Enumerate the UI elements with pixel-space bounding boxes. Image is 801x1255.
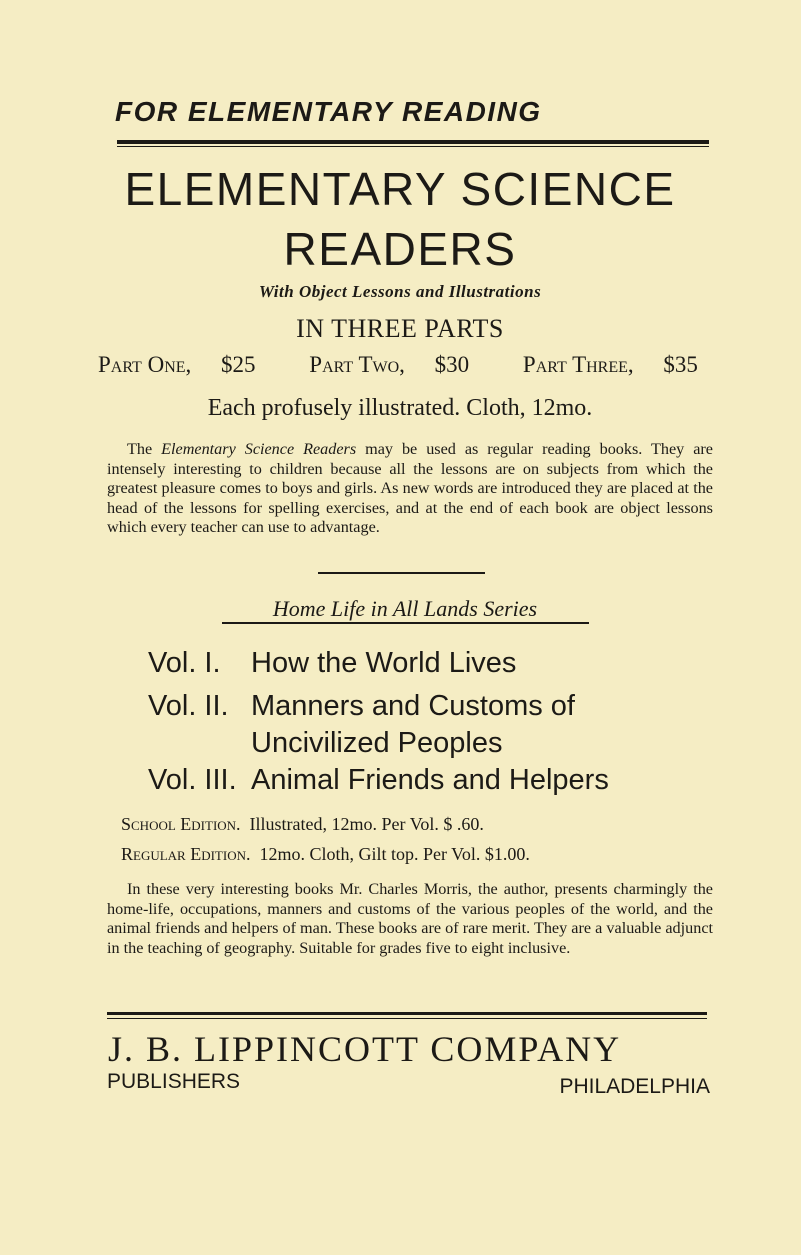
book-description: The Elementary Science Readers may be used as regular reading books. They are intensely interesting to children because all the lessons are on subjects from which the greatest pleasure comes to boys and girls. As new words are introduced they are placed at the head of the lessons for spelling exercises, and at the end of each book are object lessons which every teacher can use to advantage. — [107, 440, 713, 536]
volume-entry: Vol. I. How the World Lives — [148, 647, 517, 679]
binding-note: Each profusely illustrated. Cloth, 12mo. — [207, 395, 593, 421]
series-description: In these very interesting books Mr. Charles Morris, the author, presents charmingly the home-life, occupations, manners and customs of the various peoples of the world, and the animal friends and helpers of man. These books are of rare merit. They are a valuable adjunct in the teaching of geography. Suitable for grades five to eight inclusive. — [107, 880, 713, 957]
publisher-name: J. B. LIPPINCOTT COMPANY — [108, 1029, 622, 1069]
series-rule-top — [318, 572, 485, 574]
part-prices — [98, 352, 718, 378]
volume-entry-continued: Uncivilized Peoples — [251, 727, 503, 759]
edition-regular: Regular Edition. 12mo. Cloth, Gilt top. Per Vol. $1.00. — [121, 844, 530, 864]
footer-rule-thin — [107, 1018, 707, 1019]
head-rule-thick — [117, 140, 709, 144]
volume-entry: Vol. III. Animal Friends and Helpers — [148, 764, 609, 796]
series-underline — [222, 622, 589, 624]
part-price: Part One, $25 — [98, 352, 256, 377]
volume-entry: Vol. II. Manners and Customs of — [148, 690, 575, 722]
part-price: Part Two, $30 — [309, 352, 470, 377]
book-subtitle: With Object Lessons and Illustrations — [258, 282, 542, 301]
parts-heading: IN THREE PARTS — [296, 314, 504, 343]
head-rule-thin — [117, 146, 709, 147]
part-price: Part Three, $35 — [522, 352, 698, 377]
book-title-line-2: READERS — [283, 223, 517, 275]
edition-school: School Edition. Illustrated, 12mo. Per Vol. $ .60. — [121, 814, 484, 834]
running-head: FOR ELEMENTARY READING — [115, 96, 542, 127]
publisher-city: PHILADELPHIA — [559, 1075, 710, 1098]
book-title-line-1: ELEMENTARY SCIENCE — [124, 163, 676, 215]
series-title: Home Life in All Lands Series — [272, 596, 538, 621]
footer-rule-thick — [107, 1012, 707, 1015]
publisher-label: PUBLISHERS — [107, 1070, 241, 1093]
